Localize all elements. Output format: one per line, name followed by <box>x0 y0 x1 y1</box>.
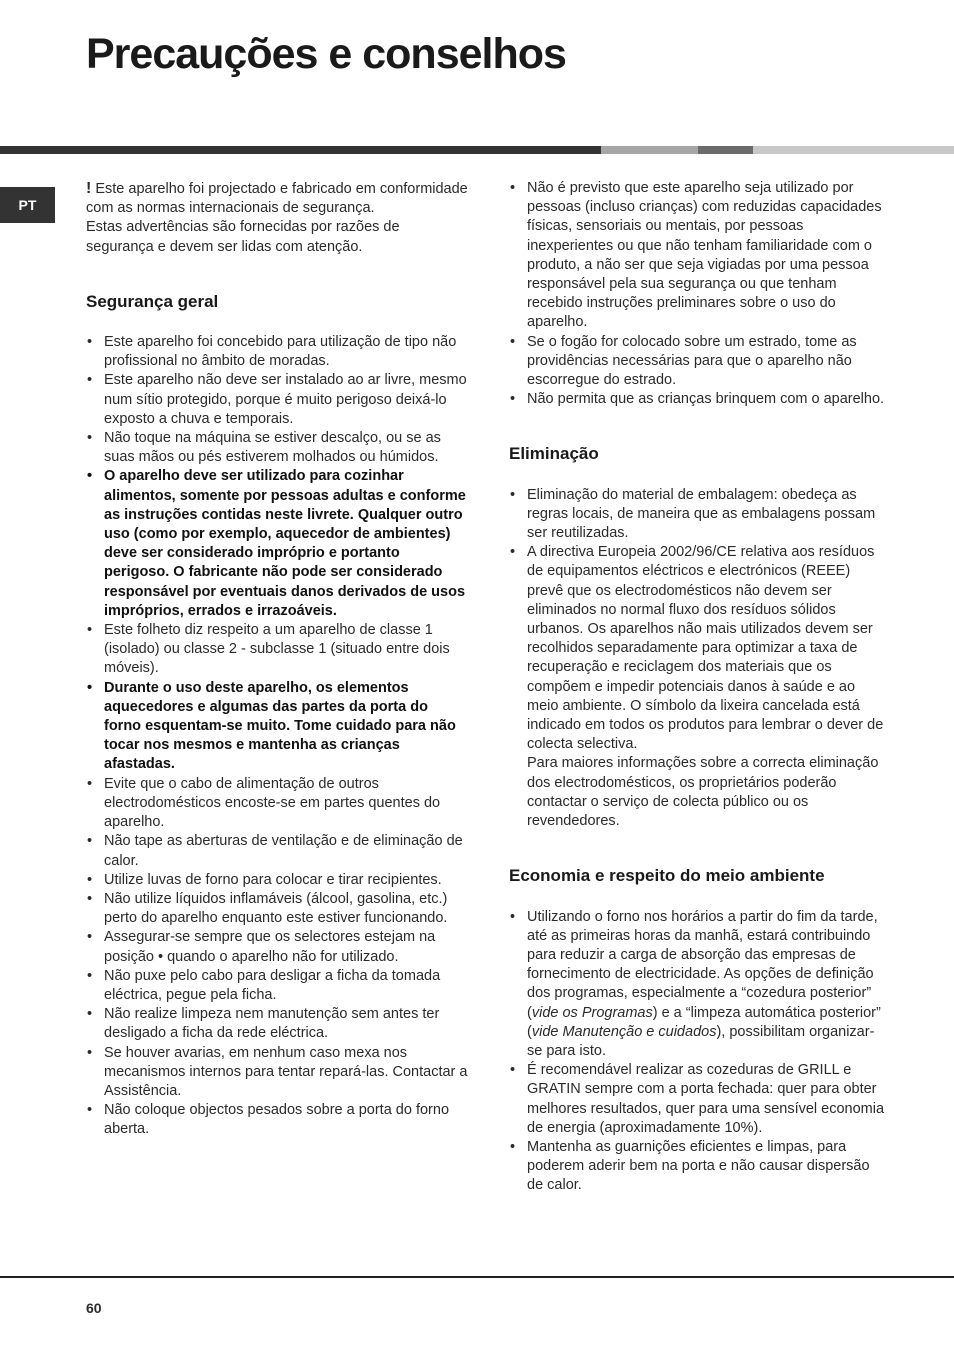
list-item: • Mantenha as guarnições eficientes e limpas, para poderem aderir bem na porta e não causar dispersão de calor. <box>509 1138 887 1196</box>
economia-ref-programas: vide os Programas <box>531 1004 653 1021</box>
list-item: • Não permita que as crianças brinquem com o aparelho. <box>509 390 887 409</box>
header-rule-dark <box>0 146 601 154</box>
eliminacao-extra-paragraph: Para maiores informações sobre a correcta eliminação dos electrodomésticos, os proprietários poderão contactar o serviço de colecta público ou os revendedores. <box>527 755 879 830</box>
economia-ref-manutencao: vide Manutenção e cuidados <box>531 1023 717 1040</box>
header-rule-dark2 <box>698 146 753 154</box>
list-item: • Este aparelho foi concebido para utilização de tipo não profissional no âmbito de moradas. <box>86 333 468 371</box>
eliminacao-list <box>509 486 887 755</box>
list-item: • Evite que o cabo de alimentação de outros electrodomésticos encoste-se em partes quentes do aparelho. <box>86 775 468 833</box>
intro-line-1: Este aparelho foi projectado e fabricado em conformidade com as normas internacionais de segurança. <box>86 181 468 217</box>
header-rule-light <box>753 146 954 154</box>
list-item-bold: • Durante o uso deste aparelho, os elementos aquecedores e algumas das partes da porta do forno esquentam-se muito. Tome cuidado para não tocar nos mesmos e mantenha as crianças afastadas. <box>86 679 468 775</box>
economia-list <box>509 908 887 1196</box>
list-item: • Assegurar-se sempre que os selectores estejam na posição • quando o aparelho não for utilizado. <box>86 928 468 966</box>
list-item: • Utilize luvas de forno para colocar e tirar recipientes. <box>86 871 468 890</box>
list-item-bold: • O aparelho deve ser utilizado para cozinhar alimentos, somente por pessoas adultas e conforme as instruções contidas neste livrete. Qualquer outro uso (como por exemplo, aquecedor de ambientes) deve ser considerado impróprio e portanto perigoso. O fabricante não pode ser considerado responsável por eventuais danos derivados de usos impróprios, errados e irrazoáveis. <box>86 467 468 621</box>
list-item: • A directiva Europeia 2002/96/CE relativa aos resíduos de equipamentos eléctricos e electrónicos (REEE) prevê que os electrodomésticos não devem ser eliminados no normal fluxo dos resíduos sólidos urbanos. Os aparelhos não mais utilizados devem ser recolhidos separadamente para optimizar a taxa de recuperação e reciclagem dos materiais que os compõem e impedir potenciais danos à saúde e ao meio ambiente. O símbolo da lixeira cancelada está indicado em todos os produtos para lembrar o dever de colecta selectiva. <box>509 543 887 754</box>
list-item: • Não é previsto que este aparelho seja utilizado por pessoas (incluso crianças) com reduzidas capacidades físicas, sensoriais ou mentais, por pessoas inexperientes ou que não tenham familiaridade com o produto, a não ser que seja vigiadas por uma pessoa responsável pela sua segurança ou que tenham recebido instruções preliminares sobre o uso do aparelho. <box>509 179 887 333</box>
list-item: • Não realize limpeza nem manutenção sem antes ter desligado a ficha da rede eléctrica. <box>86 1005 468 1043</box>
right-column <box>509 179 887 1196</box>
list-item: • Eliminação do material de embalagem: obedeça as regras locais, de maneira que as embalagens possam ser reutilizadas. <box>509 486 887 544</box>
economia-item-1-text-c: ), possibilitam organizar-se para isto. <box>527 1023 875 1059</box>
seguranca-list <box>86 333 468 1140</box>
heading-economia: Economia e respeito do meio ambiente <box>509 866 825 886</box>
intro-paragraph <box>86 179 468 218</box>
list-item: • Se houver avarias, em nenhum caso mexa nos mecanismos internos para tentar repará-las. Contactar a Assistência. <box>86 1044 468 1102</box>
list-item: • Este folheto diz respeito a um aparelho de classe 1 (isolado) ou classe 2 - subclasse 1 (situado entre dois móveis). <box>86 621 468 679</box>
intro-line-2: Estas advertências são fornecidas por razões de segurança e devem ser lidas com atenção. <box>86 219 400 255</box>
heading-eliminacao: Eliminação <box>509 444 599 464</box>
page-number: 60 <box>86 1300 102 1316</box>
list-item: • Não puxe pelo cabo para desligar a ficha da tomada eléctrica, pegue pela ficha. <box>86 967 468 1005</box>
heading-seguranca-geral: Segurança geral <box>86 291 219 311</box>
header-rule-mid <box>601 146 698 154</box>
economia-item-1-text-b: ) e a “limpeza automática posterior” ( <box>527 1004 881 1040</box>
left-column <box>86 179 468 1140</box>
footer-rule <box>0 1276 954 1278</box>
list-item: • Se o fogão for colocado sobre um estrado, tome as providências necessárias para que o aparelho não escorregue do estrado. <box>509 333 887 391</box>
list-item: • Não toque na máquina se estiver descalço, ou se as suas mãos ou pés estiverem molhados ou húmidos. <box>86 429 468 467</box>
list-item <box>509 908 887 1062</box>
page-title: Precauções e conselhos <box>86 30 566 78</box>
safety-continued-list <box>509 179 887 409</box>
warning-mark: ! <box>86 180 92 197</box>
language-tab: PT <box>0 187 55 223</box>
list-item: • É recomendável realizar as cozeduras de GRILL e GRATIN sempre com a porta fechada: quer para obter melhores resultados, quer para uma sensível economia de energia (aproximadamente 10%). <box>509 1061 887 1138</box>
economia-item-1-text-a: Utilizando o forno nos horários a partir do fim da tarde, até as primeiras horas da manhã, estará contribuindo para reduzir a carga de absorção das empresas de fornecimento de electricidade. As opções de definição dos programas, especialmente a “cozedura posterior” ( <box>527 908 878 1021</box>
list-item: • Não tape as aberturas de ventilação e de eliminação de calor. <box>86 832 468 870</box>
list-item: • Não utilize líquidos inflamáveis (álcool, gasolina, etc.) perto do aparelho enquanto este estiver funcionando. <box>86 890 468 928</box>
list-item: • Não coloque objectos pesados sobre a porta do forno aberta. <box>86 1101 468 1139</box>
list-item: • Este aparelho não deve ser instalado ao ar livre, mesmo num sítio protegido, porque é muito perigoso deixá-lo exposto a chuva e temporais. <box>86 371 468 429</box>
